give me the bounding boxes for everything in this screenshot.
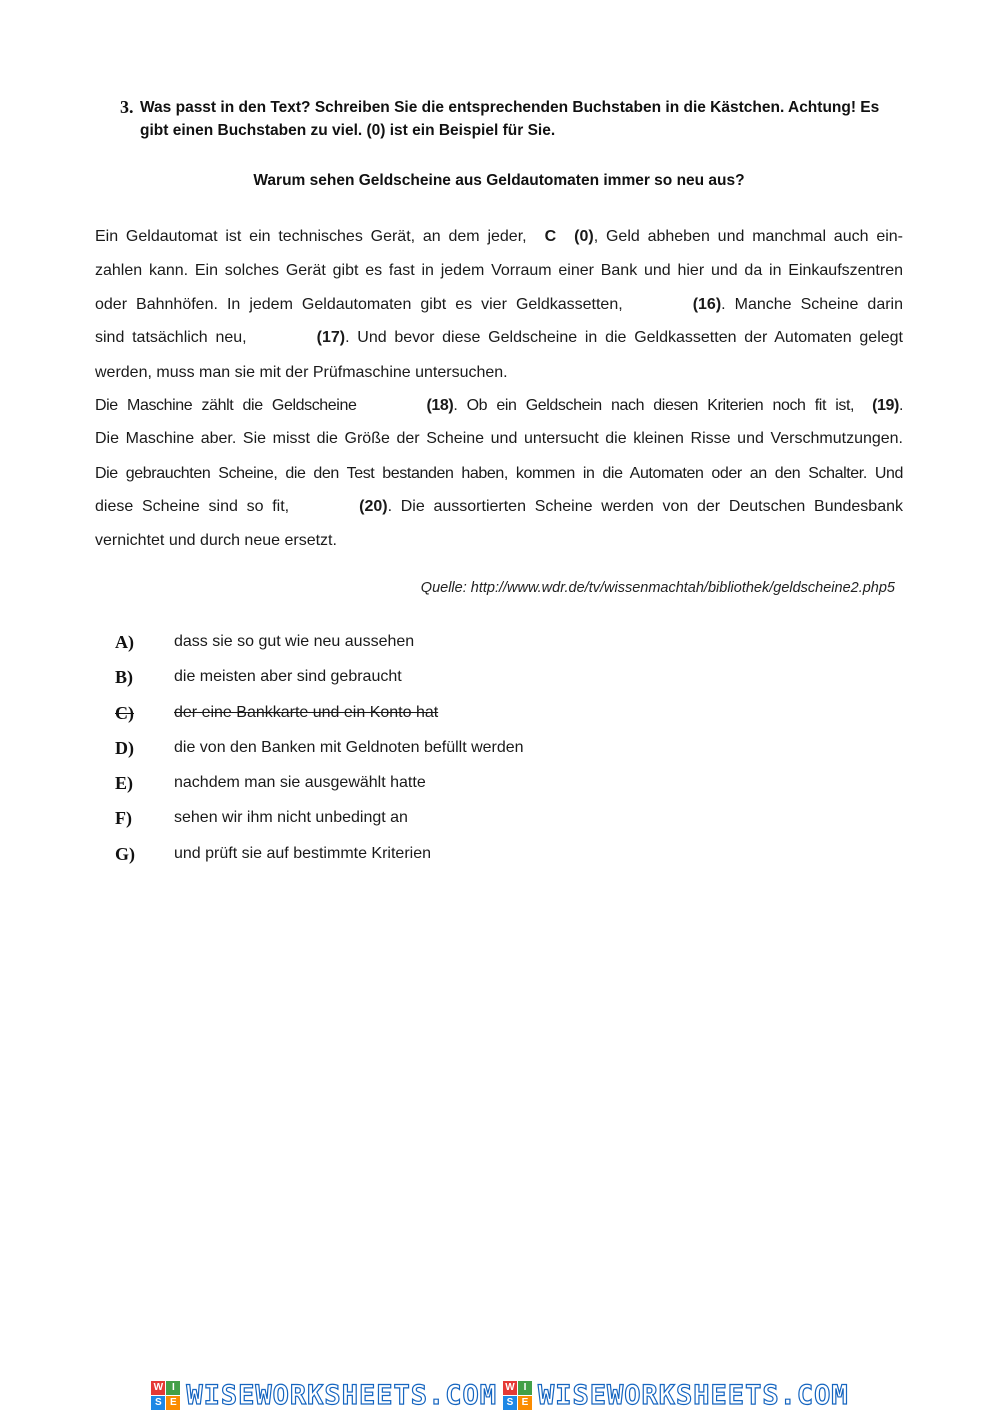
footer-logo-1	[151, 1380, 497, 1411]
option-letter: E)	[115, 773, 133, 794]
task-heading	[120, 96, 910, 142]
option-letter: F)	[115, 808, 132, 829]
wise-logo-icon: W I S E	[503, 1381, 532, 1410]
footer-brand-text: WISEWORKSHEETS.COM	[538, 1379, 849, 1411]
option-text: nachdem man sie ausgewählt hatte	[174, 774, 426, 792]
task-number: 3.	[120, 97, 134, 117]
option-letter: C)	[115, 702, 134, 723]
text-line-1: Ein Geldautomat ist ein technisches Gerät, an dem jeder, C (0), Geld abheben und manchmal auch ein-	[95, 228, 903, 245]
text-line-2: zahlen kann. Ein solches Gerät gibt es fast in jedem Vorraum einer Bank und hier und da in Einkaufszentren	[95, 262, 903, 279]
text-line-10: vernichtet und durch neue ersetzt.	[95, 532, 337, 549]
option-letter: B)	[115, 667, 133, 688]
gap-ref-16: (16)	[692, 296, 722, 313]
source-citation: Quelle: http://www.wdr.de/tv/wissenmachtah/bibliothek/geldscheine2.php5	[420, 580, 895, 596]
footer-brand-text: WISEWORKSHEETS.COM	[186, 1379, 497, 1411]
text-line-5: werden, muss man sie mit der Prüfmaschine untersuchen.	[95, 364, 508, 381]
text-line-4: sind tatsächlich neu, (17). Und bevor diese Geldscheine in die Geldkassetten der Automaten gelegt	[95, 329, 903, 346]
option-text: dass sie so gut wie neu aussehen	[174, 633, 415, 650]
text-line-9: diese Scheine sind so fit, (20). Die aussortierten Scheine werden von der Deutschen Bundesbank	[95, 498, 903, 515]
text-line-3: oder Bahnhöfen. In jedem Geldautomaten gibt es vier Geldkassetten, (16). Manche Scheine darin	[95, 296, 904, 313]
footer-watermark	[0, 1377, 1000, 1413]
gap-ref-18: (18)	[426, 397, 454, 414]
option-text: sehen wir ihm nicht unbedingt an	[174, 809, 408, 827]
task-instruction: Was passt in den Text? Schreiben Sie die entsprechenden Buchstaben in die Kästchen. Achtung! Es gibt einen Buchstaben zu viel. (0) ist ein Beispiel für Sie.	[140, 99, 880, 139]
footer-logo-2	[503, 1380, 849, 1411]
option-text: der eine Bankkarte und ein Konto hat	[174, 703, 439, 721]
option-letter: A)	[115, 632, 134, 652]
option-text: die meisten aber sind gebraucht	[174, 668, 402, 686]
text-title: Warum sehen Geldscheine aus Geldautomaten immer so neu aus?	[253, 172, 745, 189]
option-letter: G)	[115, 843, 135, 864]
example-answer: C	[544, 228, 557, 245]
gap-ref-20: (20)	[359, 498, 388, 515]
gap-ref-17: (17)	[316, 329, 346, 346]
option-text: die von den Banken mit Geldnoten befüllt werden	[174, 738, 524, 756]
text-line-6: Die Maschine zählt die Geldscheine (18). Ob ein Geldschein nach diesen Kriterien noch fit ist, (19).	[95, 397, 903, 414]
option-text: und prüft sie auf bestimmte Kriterien	[174, 844, 432, 862]
option-letter: D)	[115, 737, 134, 758]
gap-ref-0: (0)	[574, 228, 594, 245]
text-line-8: Die gebrauchten Scheine, die den Test bestanden haben, kommen in die Automaten oder an den Schalter. Und	[95, 465, 903, 482]
text-line-7: Die Maschine aber. Sie misst die Größe der Scheine und untersucht die kleinen Risse und Verschmutzungen.	[95, 430, 903, 447]
wise-logo-icon: W I S E	[151, 1381, 180, 1410]
gap-ref-19: (19)	[872, 397, 899, 414]
